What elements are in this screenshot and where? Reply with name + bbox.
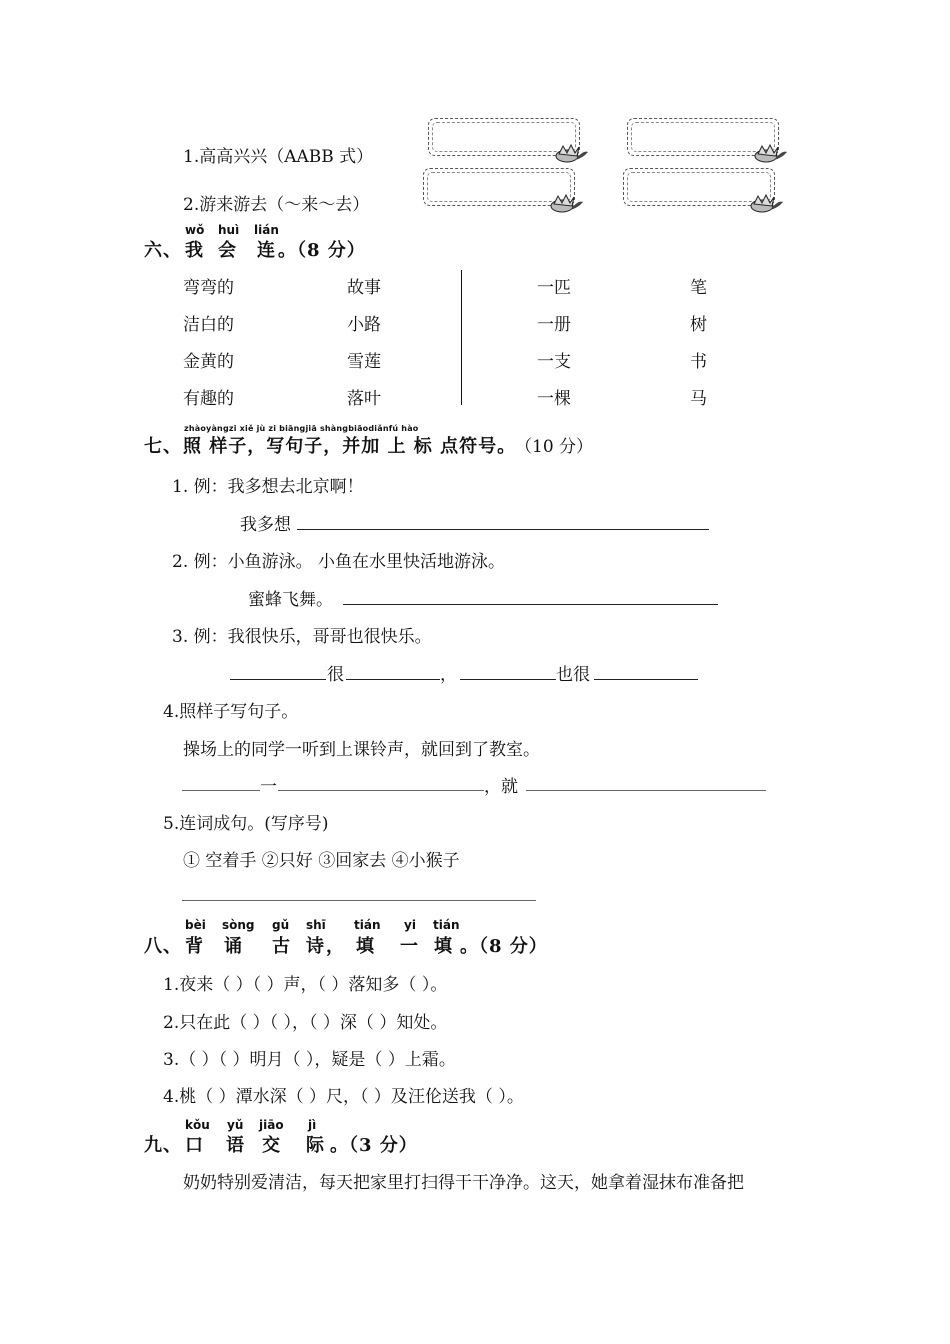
lotus-icon (548, 192, 584, 214)
s7-q4-blank-2[interactable] (278, 790, 484, 791)
s7-q3-blank-3[interactable] (460, 679, 556, 680)
column-divider (461, 270, 462, 405)
s8-pinyin-3: gǔ (272, 918, 290, 932)
s6-char-3: 连 (257, 240, 276, 261)
s9-char-3: 交 (262, 1135, 281, 1156)
answer-box-2a[interactable] (423, 168, 575, 206)
s7-q2-prompt: 蜜蜂飞舞。 (248, 590, 333, 610)
s7-q1-prompt: 我多想 (240, 515, 291, 535)
s6-char-1: 我 (185, 240, 204, 261)
s7-q5-title: 5.连词成句。(写序号) (163, 814, 329, 834)
s6-c4-r1: 笔 (690, 278, 707, 298)
s9-char-1: 口 (185, 1135, 204, 1156)
s6-c2-r4: 落叶 (347, 389, 381, 409)
s7-q5-words: ① 空着手 ②只好 ③回家去 ④小猴子 (183, 851, 460, 871)
s8-char-6: 填 (356, 936, 375, 957)
s8-char-5: ， (326, 936, 345, 957)
s6-c1-r1: 弯弯的 (183, 278, 234, 298)
s6-c4-r4: 马 (690, 389, 707, 409)
s6-c3-r4: 一棵 (537, 389, 571, 409)
s9-prefix: 九、 (144, 1135, 182, 1156)
s6-char-2: 会 (218, 240, 237, 261)
s7-q1-answer-line[interactable] (297, 529, 709, 530)
s8-char-4: 诗 (306, 936, 325, 957)
s8-char-2: 诵 (224, 936, 243, 957)
s8-line-2: 2.只在此（ ）（ ），（ ）深（ ）知处。 (163, 1013, 448, 1033)
s6-pinyin-1: wǒ (185, 223, 205, 237)
answer-box-1b[interactable] (627, 118, 779, 156)
s9-char-4: 际 (306, 1135, 325, 1156)
s7-q3-blank-2[interactable] (346, 679, 440, 680)
s7-q4-word2: ，就 (484, 777, 518, 797)
s9-pinyin-1: kǒu (185, 1118, 210, 1132)
s8-pinyin-1: bèi (185, 918, 206, 932)
s7-q4-blank-3[interactable] (526, 790, 766, 791)
s9-char-2: 语 (226, 1135, 245, 1156)
s8-char-1: 背 (185, 936, 204, 957)
s7-q5-answer-line[interactable] (182, 900, 536, 901)
s9-score: 。（3 分） (330, 1135, 418, 1156)
s6-c1-r4: 有趣的 (183, 389, 234, 409)
s9-text: 奶奶特别爱清洁，每天把家里打扫得干干净净。这天，她拿着湿抹布准备把 (183, 1173, 744, 1193)
answer-box-2b[interactable] (623, 168, 775, 206)
s5-item-1: 1.高高兴兴（AABB 式） (183, 147, 374, 167)
s6-c3-r2: 一册 (537, 315, 571, 335)
s7-q3-blank-4[interactable] (594, 679, 698, 680)
lotus-icon (752, 142, 788, 164)
s7-q3-example: 3. 例：我很快乐，哥哥也很快乐。 (172, 627, 432, 647)
s6-c4-r3: 书 (690, 352, 707, 372)
s8-line-1: 1.夜来（ ）（ ）声，（ ）落知多（ ）。 (163, 975, 448, 995)
lotus-icon (553, 142, 589, 164)
s7-q3-word2: 也很 (556, 665, 590, 685)
s7-prefix: 七、 (144, 436, 182, 457)
s8-char-7: 一 (400, 936, 419, 957)
s7-q4-example: 操场上的同学一听到上课铃声，就回到了教室。 (183, 740, 540, 760)
s7-score: （10 分） (515, 437, 594, 457)
s7-q3-comma: ， (440, 665, 457, 685)
s9-pinyin-4: jì (308, 1118, 317, 1132)
s7-q4-title: 4.照样子写句子。 (163, 702, 299, 722)
s8-prefix: 八、 (144, 936, 182, 957)
s7-q2-example: 2. 例：小鱼游泳。 小鱼在水里快活地游泳。 (172, 552, 506, 572)
s8-line-4: 4.桃（ ）潭水深（ ）尺，（ ）及汪伦送我（ ）。 (163, 1087, 524, 1107)
s8-pinyin-2: sòng (222, 918, 255, 932)
s6-score: 。（8 分） (278, 240, 366, 261)
s8-char-3: 古 (272, 936, 291, 957)
s7-title: 照 样子，写句子，并加 上 标 点符号。 (183, 436, 517, 457)
s7-pinyin: zhàoyàngzi xiě jù zi biāngjiā shàngbiāodiǎnfú hào (184, 424, 419, 433)
s9-pinyin-3: jiāo (259, 1118, 284, 1132)
s8-score: 。（8 分） (460, 936, 548, 957)
s6-prefix: 六、 (144, 240, 182, 261)
s8-char-8: 填 (434, 936, 453, 957)
s6-c2-r2: 小路 (347, 315, 381, 335)
s8-pinyin-5: tián (354, 918, 381, 932)
s6-pinyin-2: huì (218, 223, 240, 237)
s6-c2-r3: 雪莲 (347, 352, 381, 372)
s6-c1-r2: 洁白的 (183, 315, 234, 335)
s7-q3-blank-1[interactable] (230, 679, 326, 680)
lotus-icon (748, 192, 784, 214)
s6-c3-r1: 一匹 (537, 278, 571, 298)
s6-pinyin-3: lián (254, 223, 279, 237)
s8-pinyin-6: yi (404, 918, 416, 932)
s7-q4-blank-1[interactable] (182, 790, 260, 791)
s8-line-3: 3.（ ）（ ）明月（ ），疑是（ ）上霜。 (163, 1050, 456, 1070)
answer-box-1a[interactable] (428, 118, 580, 156)
s6-c4-r2: 树 (690, 315, 707, 335)
s6-c2-r1: 故事 (347, 278, 381, 298)
s5-item-2: 2.游来游去（～来～去） (183, 195, 370, 215)
s7-q1-example: 1. 例：我多想去北京啊！ (172, 477, 364, 497)
s8-pinyin-7: tián (433, 918, 460, 932)
s7-q4-word1: 一 (260, 777, 277, 797)
s7-q2-answer-line[interactable] (343, 604, 718, 605)
s6-c3-r3: 一支 (537, 352, 571, 372)
s6-c1-r3: 金黄的 (183, 352, 234, 372)
s7-q3-word1: 很 (327, 665, 344, 685)
s8-pinyin-4: shī (306, 918, 326, 932)
s9-pinyin-2: yǔ (227, 1118, 244, 1132)
